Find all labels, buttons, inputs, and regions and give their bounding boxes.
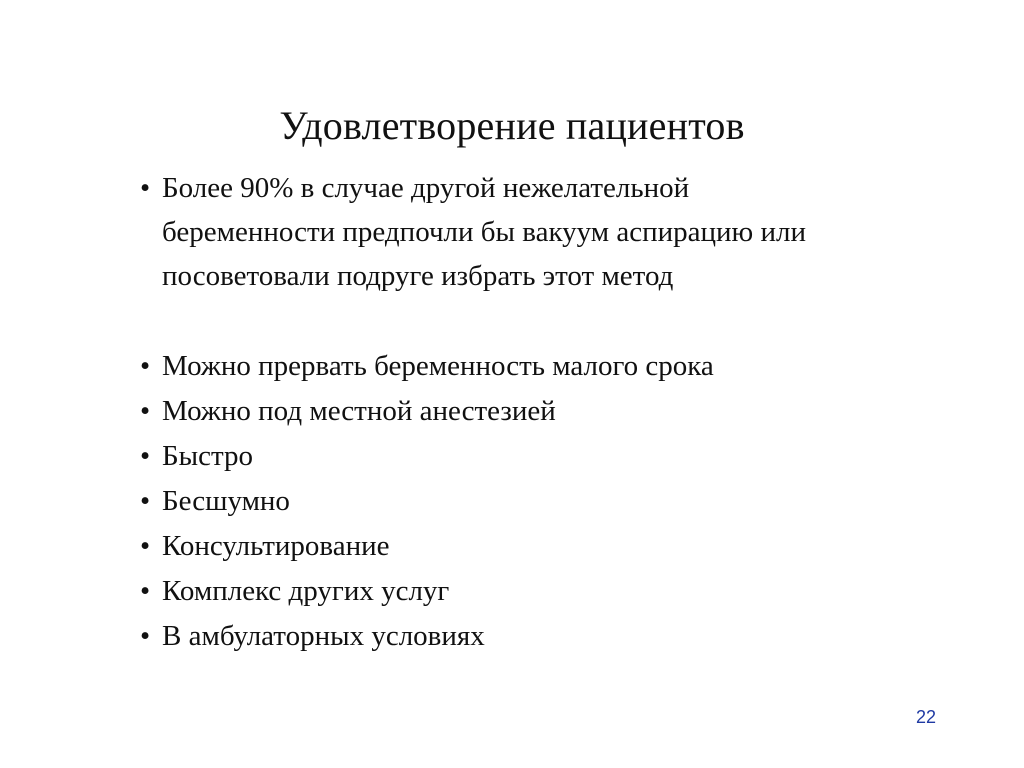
bullet-item-fast	[140, 434, 960, 479]
bullet-marker: •	[140, 485, 151, 517]
bullet-item-local-anesthesia	[140, 389, 960, 434]
bullet-item-counseling	[140, 524, 960, 569]
bullet-text: Быстро	[162, 440, 254, 472]
bullet-marker: •	[140, 395, 151, 427]
bullet-marker: •	[140, 350, 151, 382]
bullet-text: Комплекс других услуг	[162, 575, 450, 607]
bullet-item-silent	[140, 479, 960, 524]
bullet-text: В амбулаторных условиях	[162, 620, 485, 652]
bullet-marker: •	[140, 172, 151, 204]
bullet-text: Консультирование	[162, 530, 390, 562]
bullet-item-other-services	[140, 569, 960, 614]
bullet-marker: •	[140, 620, 151, 652]
bullet-marker: •	[140, 530, 151, 562]
bullet-text: Бесшумно	[162, 485, 290, 517]
bullet-text-line: беременности предпочли бы вакуум аспирацию или	[162, 216, 806, 248]
bullet-item-early-termination	[140, 344, 960, 389]
bullet-marker: •	[140, 575, 151, 607]
slide-title: Удовлетворение пациентов	[279, 103, 745, 148]
bullet-item-patient-preference	[140, 166, 960, 298]
bullet-text-line: Более 90% в случае другой нежелательной	[162, 172, 690, 204]
bullet-text: Можно под местной анестезией	[162, 395, 556, 427]
bullet-item-outpatient	[140, 614, 960, 659]
page-number: 22	[915, 707, 936, 727]
bullet-list	[140, 166, 960, 659]
bullet-text: Можно прервать беременность малого срока	[162, 350, 714, 382]
bullet-text	[162, 166, 960, 298]
bullet-text-line: посоветовали подруге избрать этот метод	[162, 260, 674, 292]
bullet-marker: •	[140, 440, 151, 472]
